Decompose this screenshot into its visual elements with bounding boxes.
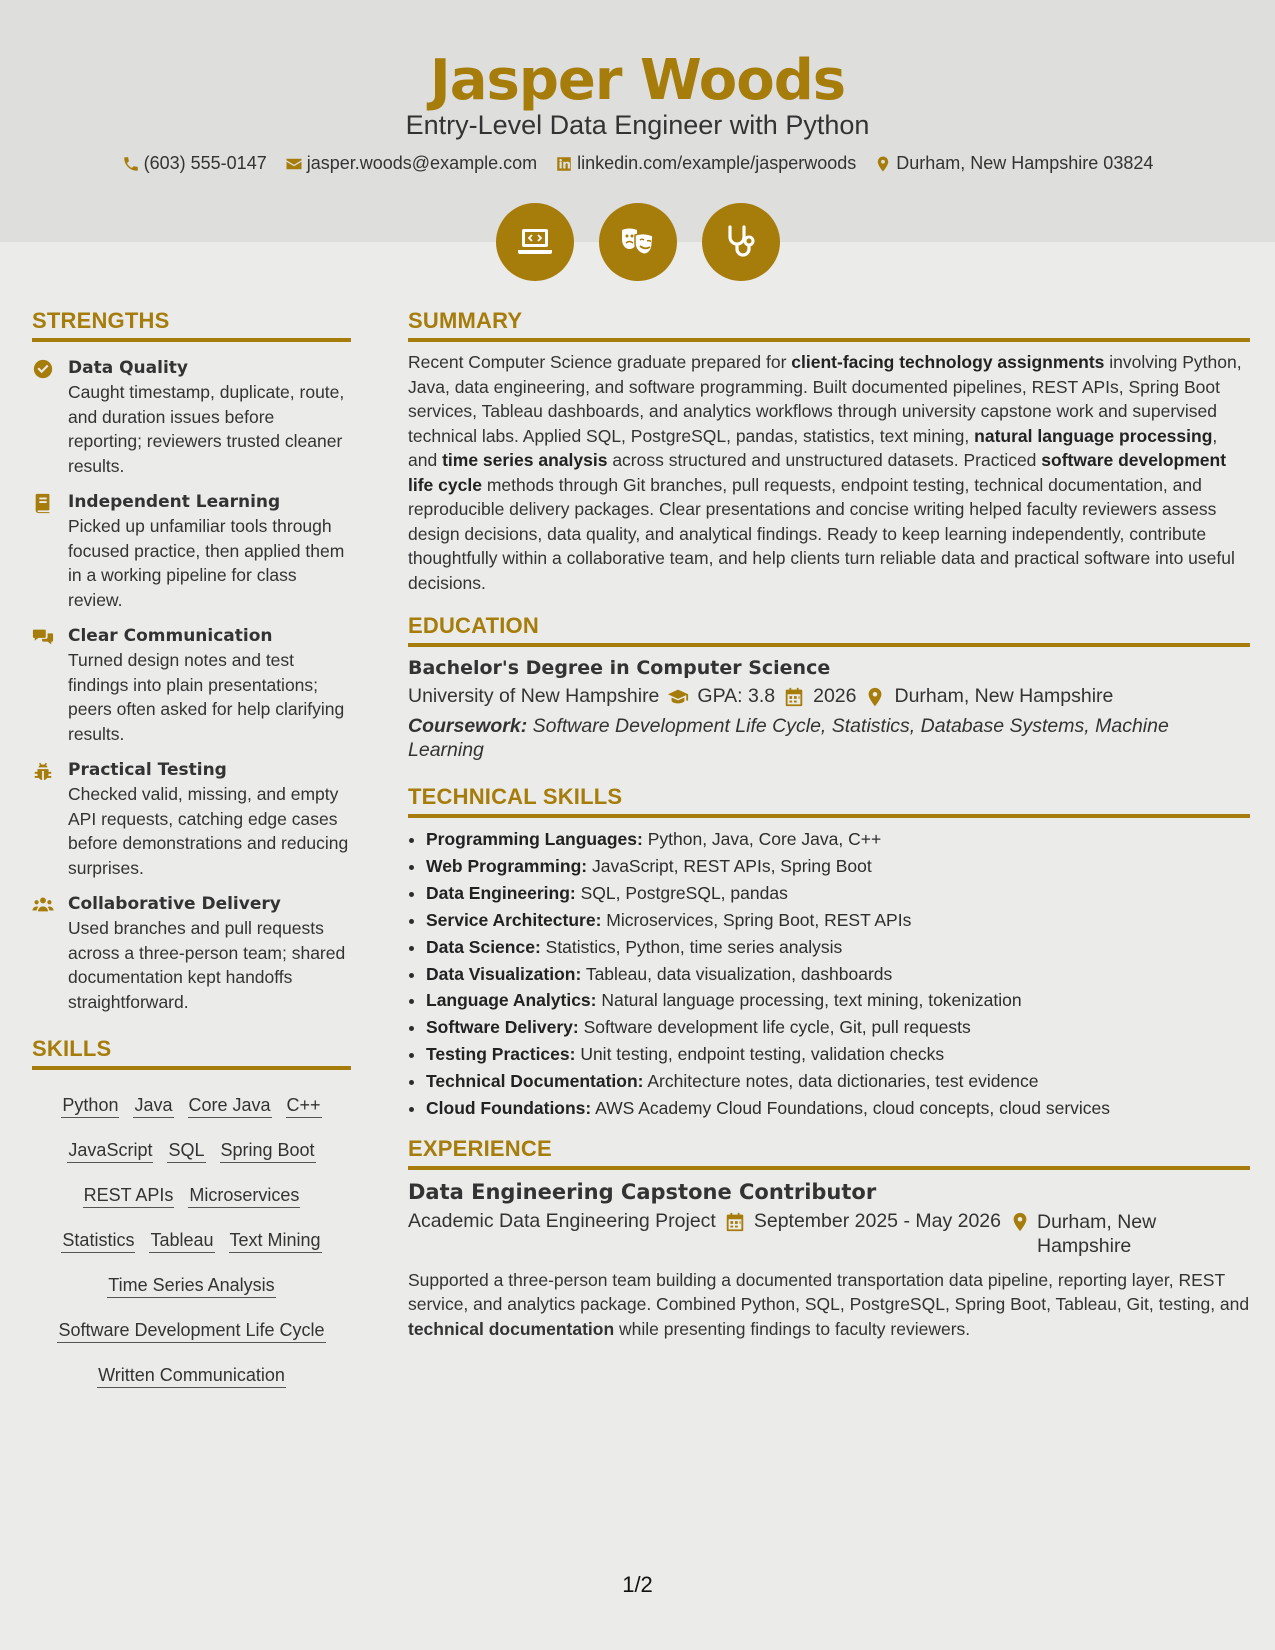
comments-icon [32, 626, 54, 648]
strengths-heading: STRENGTHS [32, 308, 351, 342]
school-name: University of New Hampshire [408, 685, 660, 707]
skills-row [32, 1174, 351, 1219]
experience-details [408, 1210, 1250, 1258]
coursework-list: Software Development Life Cycle, Statistics, Database Systems, Machine Learning [408, 715, 1169, 761]
technical-skill-item [426, 1068, 1250, 1095]
summary-text [408, 350, 1250, 595]
summary-heading: SUMMARY [408, 308, 1250, 342]
text-run: across structured and unstructured datasets. Practiced [607, 450, 1042, 470]
skill-values: Unit testing, endpoint testing, validation checks [575, 1044, 945, 1065]
bug-icon [32, 760, 54, 782]
skills-row [32, 1309, 351, 1354]
skills-row [32, 1354, 351, 1399]
school-location: Durham, New Hampshire [894, 685, 1114, 707]
skill-category: Service Architecture: [426, 909, 602, 930]
skills-heading: SKILLS [32, 1036, 351, 1070]
skill-values: Architecture notes, data dictionaries, test evidence [643, 1071, 1039, 1092]
map-pin-icon [874, 155, 892, 173]
laptop-code-icon [496, 203, 574, 281]
emphasis-text: technical documentation [408, 1318, 615, 1339]
left-column [32, 308, 351, 1399]
experience-description [408, 1268, 1250, 1342]
skill-category: Software Delivery: [426, 1017, 579, 1038]
technical-skill-item [426, 853, 1250, 880]
strength-desc: Checked valid, missing, and empty API requests, catching edge cases before demonstrations and reducing surprises. [68, 784, 349, 878]
contact-bar [0, 153, 1275, 174]
technical-skill-item [426, 1041, 1250, 1068]
strengths-list [32, 356, 351, 1014]
experience-heading: EXPERIENCE [408, 1136, 1250, 1170]
skill-chip: Time Series Analysis [107, 1273, 275, 1298]
technical-skill-item [426, 987, 1250, 1014]
gpa: GPA: 3.8 [697, 685, 776, 707]
interest-badges [0, 203, 1275, 281]
skill-values: AWS Academy Cloud Foundations, cloud concepts, cloud services [591, 1098, 1111, 1119]
strength-item [32, 356, 351, 478]
technical-skill-item [426, 1014, 1250, 1041]
headline: Entry-Level Data Engineer with Python [405, 110, 870, 140]
emphasis-text: natural language processing [974, 425, 1213, 446]
skills-row [32, 1264, 351, 1309]
skill-category: Cloud Foundations: [426, 1098, 592, 1119]
education-details [408, 685, 1250, 708]
skills-row [32, 1129, 351, 1174]
strength-title: Practical Testing [68, 760, 227, 780]
skill-chip: Core Java [188, 1093, 272, 1118]
technical-skill-item [426, 1095, 1250, 1122]
coursework [408, 714, 1250, 762]
contact-email[interactable] [285, 153, 537, 174]
experience-location-wrap [1009, 1210, 1159, 1258]
technical-skill-item [426, 961, 1250, 988]
skill-values: Microservices, Spring Boot, REST APIs [601, 909, 912, 930]
envelope-icon [285, 155, 303, 173]
skill-values: Software development life cycle, Git, pull requests [578, 1017, 971, 1038]
contact-phone[interactable] [122, 153, 267, 174]
skill-chip: Microservices [188, 1183, 300, 1208]
text-run: while presenting findings to faculty reviewers. [614, 1318, 971, 1339]
emphasis-text: software development life cycle [408, 450, 1227, 495]
skill-chip: Java [133, 1093, 173, 1118]
text-run: , and [408, 425, 1218, 470]
phone-text: (603) 555-0147 [143, 153, 267, 173]
skill-values: Python, Java, Core Java, C++ [642, 829, 882, 849]
contact-location [874, 153, 1153, 174]
skills-row [32, 1219, 351, 1264]
phone-icon [122, 155, 140, 173]
skill-category: Data Engineering: [426, 882, 576, 903]
contact-linkedin[interactable] [555, 153, 856, 174]
text-run: involving Python, Java, data engineering, and software programming. Built documented pipelines, REST APIs, Spring Boot services, Tableau dashboards, and analytics workflows through university capstone work and supervised technical labs. Applied SQL, PostgreSQL, pandas, statistics, text mining, [408, 352, 1242, 446]
candidate-name: Jasper Woods [429, 48, 846, 113]
technical-skill-item [426, 934, 1250, 961]
skill-chip: Software Development Life Cycle [57, 1318, 325, 1343]
calendar-icon [783, 686, 805, 708]
linkedin-text: linkedin.com/example/jasperwoods [577, 153, 857, 173]
skill-category: Technical Documentation: [426, 1071, 644, 1092]
skill-chip: Statistics [61, 1228, 135, 1253]
skill-chip: JavaScript [67, 1138, 153, 1163]
education-heading: EDUCATION [408, 613, 1250, 647]
strength-title: Collaborative Delivery [68, 894, 281, 914]
skill-category: Language Analytics: [426, 990, 597, 1011]
strength-desc: Used branches and pull requests across a three-person team; shared documentation kept handoffs straightforward. [68, 918, 346, 1012]
strength-item [32, 490, 351, 612]
skill-category: Data Visualization: [426, 963, 582, 984]
book-icon [32, 492, 54, 514]
skill-values: Statistics, Python, time series analysis [540, 936, 843, 957]
strength-item [32, 758, 351, 880]
emphasis-text: time series analysis [442, 450, 608, 470]
skill-values: JavaScript, REST APIs, Spring Boot [587, 855, 872, 876]
check-circle-icon [32, 358, 54, 380]
skill-chip: Written Communication [97, 1363, 286, 1388]
skill-chip: Text Mining [229, 1228, 322, 1253]
strength-title: Clear Communication [68, 626, 273, 646]
skill-chip: C++ [286, 1093, 322, 1118]
technical-skill-item [426, 907, 1250, 934]
skill-values: SQL, PostgreSQL, pandas [575, 882, 788, 903]
strength-desc: Caught timestamp, duplicate, route, and duration issues before reporting; reviewers trusted cleaner results. [68, 382, 345, 476]
text-run: methods through Git branches, pull requests, endpoint testing, technical documentation, and reproducible delivery packages. Clear presentations and concise writing helped faculty reviewers assess design decisions, data quality, and analytical findings. Ready to keep learning independently, contribute thoughtfully within a collaborative team, and help clients turn reliable data and practical software into useful decisions. [408, 474, 1235, 593]
strength-item [32, 624, 351, 746]
text-run: Recent Computer Science graduate prepared for [408, 352, 792, 372]
skill-chip: REST APIs [83, 1183, 175, 1208]
technical-skills-heading: TECHNICAL SKILLS [408, 784, 1250, 818]
skill-category: Testing Practices: [426, 1044, 576, 1065]
theater-masks-icon [599, 203, 677, 281]
coursework-label: Coursework: [408, 715, 528, 737]
skill-values: Tableau, data visualization, dashboards [581, 963, 893, 984]
users-icon [32, 894, 54, 916]
skills-row [32, 1084, 351, 1129]
skill-chip: Tableau [149, 1228, 214, 1253]
strength-title: Independent Learning [68, 492, 281, 512]
strength-title: Data Quality [68, 358, 188, 378]
text-run: Supported a three-person team building a documented transportation data pipeline, reporting layer, REST service, and analytics package. Combined Python, SQL, PostgreSQL, Spring Boot, Tableau, Git, testing, and [408, 1269, 1250, 1315]
location-text: Durham, New Hampshire 03824 [896, 153, 1154, 173]
skill-chip: SQL [167, 1138, 205, 1163]
emphasis-text: client-facing technology assignments [791, 352, 1105, 372]
map-pin-icon [864, 686, 886, 708]
right-column [408, 308, 1250, 1341]
skills-chips [32, 1084, 351, 1399]
technical-skill-item [426, 880, 1250, 907]
email-text: jasper.woods@example.com [306, 153, 538, 173]
skill-chip: Spring Boot [220, 1138, 316, 1163]
skill-category: Web Programming: [426, 855, 588, 876]
strength-desc: Turned design notes and test findings into plain presentations; peers often asked for help clarifying results. [68, 650, 345, 744]
page-number: 1/2 [622, 1572, 653, 1597]
map-pin-icon [1009, 1211, 1031, 1233]
skill-values: Natural language processing, text mining, tokenization [596, 990, 1022, 1011]
skill-category: Programming Languages: [426, 829, 643, 849]
experience-location: Durham, New Hampshire [1037, 1210, 1157, 1257]
strength-item [32, 892, 351, 1014]
experience-org: Academic Data Engineering Project [408, 1209, 716, 1232]
technical-skills-list [408, 826, 1250, 1122]
experience-role: Data Engineering Capstone Contributor [408, 1179, 877, 1204]
strength-desc: Picked up unfamiliar tools through focused practice, then applied them in a working pipeline for class review. [68, 516, 345, 610]
stethoscope-icon [702, 203, 780, 281]
experience-dates: September 2025 - May 2026 [753, 1209, 1001, 1232]
degree-title: Bachelor's Degree in Computer Science [408, 657, 831, 679]
graduation-year: 2026 [813, 685, 857, 707]
skill-chip: Python [61, 1093, 119, 1118]
technical-skill-item [426, 826, 1250, 853]
calendar-icon [724, 1211, 746, 1233]
skill-category: Data Science: [426, 936, 541, 957]
graduation-cap-icon [667, 686, 689, 708]
linkedin-icon [555, 155, 573, 173]
